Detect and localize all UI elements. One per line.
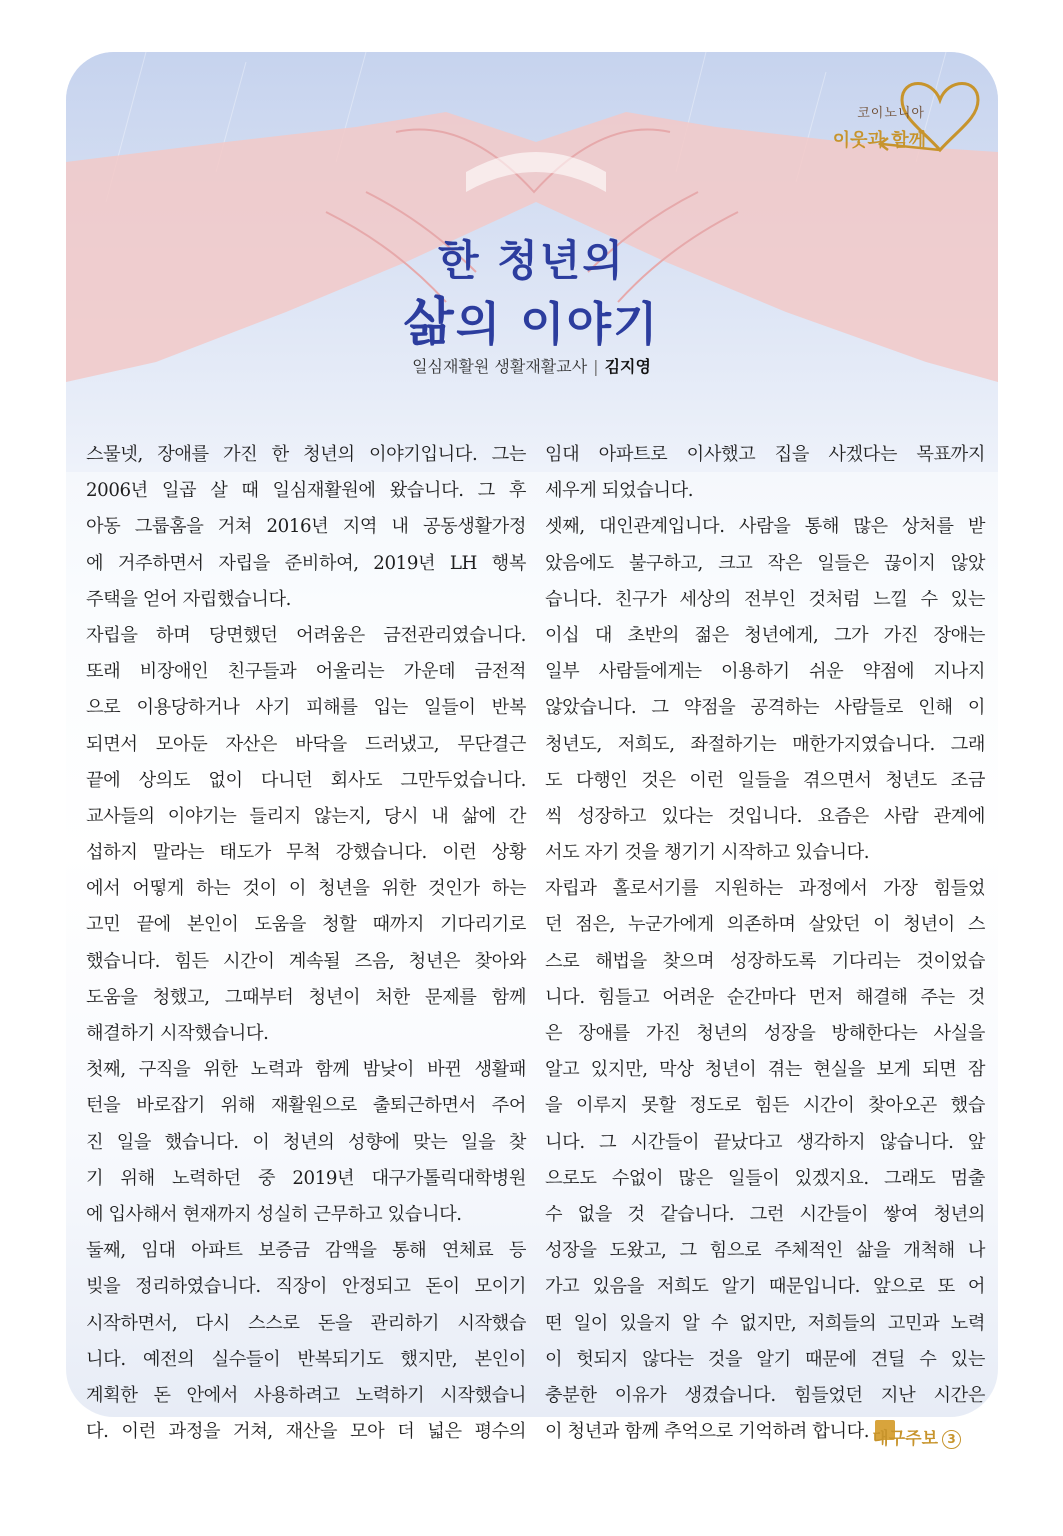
body-column-left xyxy=(86,437,526,1450)
body-line: 빚을 정리하였습니다. 직장이 안정되고 돈이 모이기 xyxy=(86,1276,526,1298)
body-line: 이 헛되지 않다는 것을 알기 때문에 견딜 수 있는 xyxy=(545,1348,985,1370)
body-line: 자립을 하며 당면했던 어려움은 금전관리였습니다. xyxy=(86,624,526,646)
body-line: 가고 있음을 저희도 알기 때문입니다. 앞으로 또 어 xyxy=(545,1276,985,1298)
body-line: 첫째, 구직을 위한 노력과 함께 밤낮이 바뀐 생활패 xyxy=(86,1059,526,1081)
page-number: 3 xyxy=(942,1430,961,1449)
byline-author: 김지영 xyxy=(604,357,651,376)
body-line: 성장을 도왔고, 그 힘으로 주체적인 삶을 개척해 나 xyxy=(545,1240,985,1262)
byline-separator: | xyxy=(593,357,599,376)
series-label-main: 이웃과 함께 xyxy=(832,130,926,151)
body-line: 아동 그룹홈을 거쳐 2016년 지역 내 공동생활가정 xyxy=(86,516,526,538)
body-line: 섭하지 말라는 태도가 무척 강했습니다. 이런 상황 xyxy=(86,842,526,864)
body-line: 에 거주하면서 자립을 준비하여, 2019년 LH 행복 xyxy=(86,552,526,574)
page-footer xyxy=(872,1424,961,1449)
body-line: 이십 대 초반의 젊은 청년에게, 그가 가진 장애는 xyxy=(545,624,985,646)
body-line: 임대 아파트로 이사했고 집을 사겠다는 목표까지 xyxy=(545,444,985,465)
byline xyxy=(0,354,1063,377)
body-line: 세우게 되었습니다. xyxy=(545,480,694,502)
body-line: 청년도, 저희도, 좌절하기는 매한가지였습니다. 그래 xyxy=(545,733,985,755)
title-line-2 xyxy=(0,280,1063,355)
body-line: 않았습니다. 그 약점을 공격하는 사람들로 인해 이 xyxy=(545,697,985,719)
body-line: 도움을 청했고, 그때부터 청년이 처한 문제를 함께 xyxy=(86,986,526,1008)
body-line: 습니다. 친구가 세상의 전부인 것처럼 느낄 수 있는 xyxy=(545,588,985,610)
body-line: 주택을 얻어 자립했습니다. xyxy=(86,588,292,610)
body-line: 둘째, 임대 아파트 보증금 감액을 통해 연체료 등 xyxy=(86,1240,526,1262)
body-line: 셋째, 대인관계입니다. 사람을 통해 많은 상처를 받 xyxy=(545,516,985,538)
byline-affiliation: 일심재활원 생활재활교사 xyxy=(412,357,588,376)
publication-name: 대구주보 xyxy=(872,1429,938,1449)
body-line: 니다. 힘들고 어려운 순간마다 먼저 해결해 주는 것 xyxy=(545,986,985,1008)
body-line: 서도 자기 것을 챙기기 시작하고 있습니다. xyxy=(545,842,870,864)
title-emphasis: 삶 xyxy=(403,293,456,353)
title-line-1: 한 청년의 xyxy=(438,236,625,285)
body-column-right xyxy=(545,437,985,1450)
body-line: 계획한 돈 안에서 사용하려고 노력하기 시작했습니 xyxy=(86,1384,526,1406)
body-line: 시작하면서, 다시 스스로 돈을 관리하기 시작했습 xyxy=(86,1312,526,1334)
body-line: 을 이루지 못할 정도로 힘든 시간이 찾아오곤 했습 xyxy=(545,1095,985,1117)
body-line: 니다. 예전의 실수들이 반복되기도 했지만, 본인이 xyxy=(86,1348,526,1370)
body-line: 으로도 수없이 많은 일들이 있겠지요. 그래도 멈출 xyxy=(545,1167,985,1189)
title-rest: 의 이야기 xyxy=(455,297,660,351)
body-line: 수 없을 것 같습니다. 그런 시간들이 쌓여 청년의 xyxy=(545,1203,985,1225)
body-line: 으로 이용당하거나 사기 피해를 입는 일들이 반복 xyxy=(86,697,526,719)
body-line: 알고 있지만, 막상 청년이 겪는 현실을 보게 되면 잠 xyxy=(545,1059,985,1081)
body-line: 턴을 바로잡기 위해 재활원으로 출퇴근하면서 주어 xyxy=(86,1095,526,1117)
body-line: 스로 해법을 찾으며 성장하도록 기다리는 것이었습 xyxy=(545,950,985,972)
body-line: 되면서 모아둔 자산은 바닥을 드러냈고, 무단결근 xyxy=(86,733,526,755)
body-line: 았음에도 불구하고, 크고 작은 일들은 끊이지 않았 xyxy=(545,552,985,574)
body-line: 일부 사람들에게는 이용하기 쉬운 약점에 지나지 xyxy=(545,661,985,683)
body-line: 기 위해 노력하던 중 2019년 대구가톨릭대학병원 xyxy=(86,1167,526,1189)
body-line: 했습니다. 힘든 시간이 계속될 즈음, 청년은 찾아와 xyxy=(86,950,526,972)
body-line: 니다. 그 시간들이 끝났다고 생각하지 않습니다. 앞 xyxy=(545,1131,985,1153)
body-line: 교사들의 이야기는 들리지 않는지, 당시 내 삶에 간 xyxy=(86,805,526,827)
body-line: 자립과 홀로서기를 지원하는 과정에서 가장 힘들었 xyxy=(545,878,985,900)
body-line: 고민 끝에 본인이 도움을 청할 때까지 기다리기로 xyxy=(86,914,526,936)
body-line: 던 점은, 누군가에게 의존하며 살았던 이 청년이 스 xyxy=(545,914,985,936)
body-line: 도 다행인 것은 이런 일들을 겪으면서 청년도 조금 xyxy=(545,769,985,791)
body-line: 에서 어떻게 하는 것이 이 청년을 위한 것인가 하는 xyxy=(86,878,526,900)
body-line: 에 입사해서 현재까지 성실히 근무하고 있습니다. xyxy=(86,1203,462,1225)
body-line: 떤 일이 있을지 알 수 없지만, 저희들의 고민과 노력 xyxy=(545,1312,985,1334)
body-line: 은 장애를 가진 청년의 성장을 방해한다는 사실을 xyxy=(545,1023,985,1044)
body-line: 진 일을 했습니다. 이 청년의 성향에 맞는 일을 찾 xyxy=(86,1131,526,1153)
series-label-top: 코이노니아 xyxy=(857,106,925,121)
body-line: 또래 비장애인 친구들과 어울리는 가운데 금전적 xyxy=(86,661,526,683)
body-line: 스물넷, 장애를 가진 한 청년의 이야기입니다. 그는 xyxy=(86,444,526,465)
body-line: 2006년 일곱 살 때 일심재활원에 왔습니다. 그 후 xyxy=(86,480,526,502)
body-line: 이 청년과 함께 추억으로 기억하려 합니다. xyxy=(545,1414,985,1450)
body-line: 끝에 상의도 없이 다니던 회사도 그만두었습니다. xyxy=(86,769,526,791)
body-line: 해결하기 시작했습니다. xyxy=(86,1023,269,1044)
body-line: 씩 성장하고 있다는 것입니다. 요즘은 사람 관계에 xyxy=(545,805,985,827)
body-line: 다. 이런 과정을 거쳐, 재산을 모아 더 넓은 평수의 xyxy=(86,1421,526,1443)
body-line: 충분한 이유가 생겼습니다. 힘들었던 지난 시간은 xyxy=(545,1384,985,1406)
